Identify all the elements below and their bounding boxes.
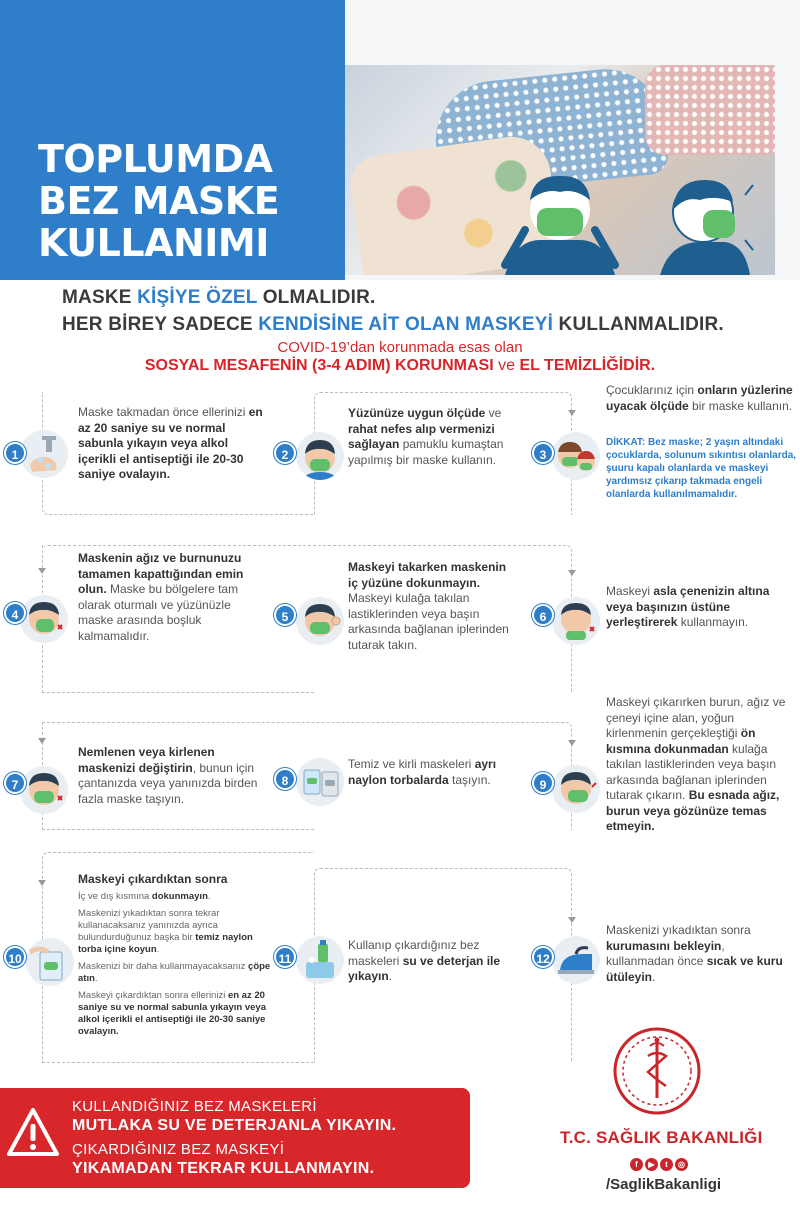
step-badge-3: 3 <box>532 442 554 464</box>
body-text: . <box>94 972 98 984</box>
step-11-text <box>348 938 518 985</box>
step-8-text <box>348 757 518 788</box>
emphasis-text: Maskenin ağız ve burnunuzu tamamen kapattığından emin olun. <box>78 551 244 596</box>
step-3-warning: DİKKAT: Bez maske; 2 yaşın altındaki çocuklarda, solunum sıkıntısı olanlarda, şuuru kapalı olanlarda ve maskeyi yardımsız çıkarıp takmada engeli olanlarda kullanılmamalıdır. <box>606 437 797 500</box>
title-box <box>0 0 345 280</box>
step-badge-5: 5 <box>274 604 296 626</box>
covid-subtitle: COVID-19’dan korunmada esas olan <box>277 339 523 356</box>
step-badge-8: 8 <box>274 768 296 790</box>
handwashing-icon <box>20 430 68 478</box>
body-text: Maske takmadan önce ellerinizi <box>78 405 249 419</box>
protection-message: SOSYAL MESAFENİN (3-4 ADIM) KORUNMASI ve EL TEMİZLİĞİDİR. <box>144 357 656 374</box>
path-row4-bottom <box>42 1062 314 1063</box>
slogan-personal-mask: MASKE KİŞİYE ÖZEL OLMALIDIR. <box>62 287 376 308</box>
person-mask-front-icon <box>296 432 344 480</box>
body-text: , bunun için çantanızda veya yanınızda birden fazla maske taşıyın. <box>78 760 258 806</box>
step-heading: Maskeyi çıkardıktan sonra <box>78 872 228 886</box>
step-2-text <box>348 406 518 468</box>
body-text: Kullanıp çıkardığınız bez maskeleri <box>348 938 480 968</box>
step-4-text <box>78 551 258 644</box>
emphasis-text: temiz naylon torba içine koyun <box>78 931 253 955</box>
alert-line-2: MUTLAKA SU VE DETERJANLA YIKAYIN. <box>72 1117 397 1134</box>
body-text: pamuklu kumaştan yapılmış bir maske kullanın. <box>348 437 504 467</box>
body-text: bir maske kullanın. <box>688 398 793 413</box>
arrow-down-icon <box>38 738 46 744</box>
step-badge-1: 1 <box>4 442 26 464</box>
step-badge-10: 10 <box>4 946 26 968</box>
step-badge-12: 12 <box>532 946 554 968</box>
mask-in-bag-icon <box>26 938 74 986</box>
mask-bags-icon <box>296 758 344 806</box>
wash-detergent-icon <box>296 936 344 984</box>
youtube-icon[interactable]: ▶ <box>645 1158 658 1171</box>
step-badge-7: 7 <box>4 772 26 794</box>
step-badge-4: 4 <box>4 602 26 624</box>
emphasis-text: Maskeyi takarken maskenin iç yüzüne dokunmayın. <box>348 560 507 590</box>
emphasis-text: asla çenenizin altına veya başınızın üstüne yerleştirerek <box>606 584 770 629</box>
alert-line-4: YIKAMADAN TEKRAR KULLANMAYIN. <box>72 1160 375 1177</box>
emphasis-text: Yüzünüze uygun ölçüde <box>348 406 486 420</box>
step-7-text <box>78 745 258 807</box>
mask-removal-icon <box>552 765 600 813</box>
facebook-icon[interactable]: f <box>630 1158 643 1171</box>
child-mask-icon <box>552 432 600 480</box>
step-badge-6: 6 <box>532 604 554 626</box>
body-text: Çocuklarınız için <box>606 383 698 397</box>
body-text: . <box>652 969 656 984</box>
iron-icon <box>552 936 600 984</box>
body-text: kullanmayın. <box>677 615 749 629</box>
body-text: . <box>388 969 393 983</box>
step-10-text <box>78 872 278 1043</box>
emphasis-text: su ve deterjan ile yıkayın <box>348 953 501 983</box>
step-badge-2: 2 <box>274 442 296 464</box>
step-12-text <box>606 923 786 985</box>
emphasis-text: onların yüzlerine uyacak ölçüde <box>606 383 793 413</box>
body-text: Maskeyi kulağa takılan lastiklerinden veya başın arkasında bağlanan iplerinden tutarak takın. <box>348 591 509 652</box>
body-text: . <box>156 943 160 955</box>
step-paragraph <box>78 908 278 956</box>
step-3-text <box>606 383 798 414</box>
emphasis-text: kurumasını bekleyin <box>606 938 722 953</box>
arrow-down-icon <box>38 568 46 574</box>
step-1-text <box>78 405 263 483</box>
body-text: Maskeyi <box>606 584 654 598</box>
emphasis-text: Nemlenen veya kirlenen maskenizi değiştirin <box>78 745 215 775</box>
emphasis-text: sıcak ve kuru ütüleyin <box>606 954 783 984</box>
step-5-text <box>348 560 518 653</box>
social-handle[interactable]: /SaglikBakanligi <box>606 1176 722 1193</box>
alert-line-3: ÇIKARDIĞINIZ BEZ MASKEYİ <box>72 1141 285 1158</box>
body-text: İç ve dış kısmına <box>78 890 152 902</box>
person-mask-profile-icon <box>645 170 765 275</box>
step-paragraph <box>78 891 278 903</box>
emphasis-text: ön kısmına dokunmadan <box>606 726 756 756</box>
washing-warning-banner <box>0 1088 470 1188</box>
body-text: Maskeyi çıkardıktan sonra ellerinizi <box>78 989 228 1001</box>
cloth-masks-photo <box>345 65 775 275</box>
step-paragraph <box>78 990 278 1038</box>
warning-icon <box>6 1106 60 1158</box>
mask-straps-icon <box>296 597 344 645</box>
body-text: ve <box>485 406 502 420</box>
emphasis-text: ayrı naylon torbalarda <box>348 757 497 787</box>
arrow-down-icon <box>568 740 576 746</box>
mask-fit-check-icon <box>20 595 68 643</box>
arrow-down-icon <box>568 410 576 416</box>
body-text: taşıyın. <box>448 772 491 787</box>
body-text: Temiz ve kirli maskeleri <box>348 757 475 771</box>
emphasis-text: dokunmayın <box>151 890 208 902</box>
twitter-icon[interactable]: t <box>660 1158 673 1171</box>
damp-mask-icon <box>20 766 68 814</box>
emphasis-text: çöpe atın <box>78 960 271 984</box>
body-text: Maskenizi yıkadıktan sonra tekrar kullanacaksanız yanınızda ayrıca bulundurduğunuz başka bir <box>78 907 220 943</box>
arrow-down-icon <box>568 570 576 576</box>
arrow-down-icon <box>568 917 576 923</box>
ministry-logo <box>612 1026 702 1116</box>
step-badge-11: 11 <box>274 946 296 968</box>
instagram-icon[interactable]: ◎ <box>675 1158 688 1171</box>
body-text: . <box>207 890 211 902</box>
body-text: , kullanmadan önce <box>606 938 725 968</box>
step-6-text <box>606 584 776 631</box>
step-9-text <box>606 695 798 835</box>
body-text: kulağa takılan lastiklerinden veya başın arkasında bağlanan iplerinden tutarak çıkarın. <box>606 741 777 802</box>
emphasis-text: en az 20 saniye su ve normal sabunla yıkayın veya alkol içerikli el antiseptiği ile 20-30 saniye ovalayın. <box>78 405 263 481</box>
mask-under-chin-icon <box>552 597 600 645</box>
body-text: Maske bu bölgelere tam olarak oturmalı ve yüzünüzle maske arasında boşluk kalmamalıdır. <box>78 582 239 643</box>
emphasis-text: rahat nefes alıp vermenizi sağlayan <box>348 421 495 451</box>
alert-line-1: KULLANDIĞINIZ BEZ MASKELERİ <box>72 1098 317 1115</box>
social-icons <box>630 1158 688 1171</box>
person-wearing-mask-icon <box>495 170 625 275</box>
hero-banner <box>0 0 800 280</box>
page-title: TOPLUMDA BEZ MASKE KULLANIMI <box>38 137 280 265</box>
body-text: Maskenizi yıkadıktan sonra <box>606 923 751 937</box>
ministry-name: T.C. SAĞLIK BAKANLIĞI <box>560 1128 763 1147</box>
arrow-down-icon <box>38 880 46 886</box>
slogan-own-mask: HER BİREY SADECE KENDİSİNE AİT OLAN MASKEYİ KULLANMALIDIR. <box>62 314 724 335</box>
emphasis-text: en az 20 saniye su ve normal sabunla yıkayın veya alkol içerikli el antiseptiği ile 20-30 saniye ovalayın. <box>78 989 266 1037</box>
emphasis-text: Bu esnada ağız, burun veya gözünüze temas etmeyin. <box>606 788 780 833</box>
body-text: Maskenizi bir daha kullanmayacaksanız <box>78 960 249 972</box>
step-badge-9: 9 <box>532 772 554 794</box>
body-text: Maskeyi çıkarırken burun, ağız ve çeneyi içine alan, yoğun kirlenmenin gerçekleştiği <box>606 695 786 740</box>
step-paragraph <box>78 961 278 985</box>
